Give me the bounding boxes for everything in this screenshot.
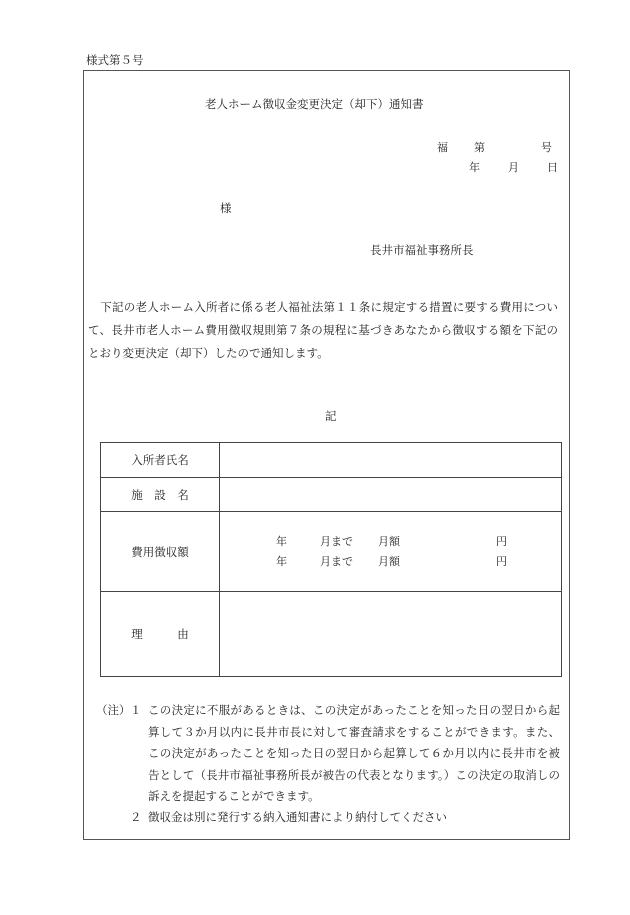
- fee-amount-value: [220, 512, 562, 592]
- reason-label: 理 由: [101, 592, 220, 677]
- doc-number-middle: 第: [474, 141, 485, 154]
- fee-line: 年 月まで 月額 円: [276, 554, 507, 568]
- document-date: [469, 159, 558, 175]
- details-table: [100, 442, 562, 677]
- reason-value: [220, 592, 562, 677]
- ki-heading: 記: [325, 409, 337, 423]
- facility-name-label: 施 設 名: [101, 478, 220, 512]
- date-day: 日: [547, 161, 558, 174]
- notes-prefix: （注）: [96, 703, 131, 717]
- document-title: 老人ホーム徴収金変更決定（却下）通知書: [205, 97, 424, 111]
- note-text: この決定に不服があるときは、この決定があったことを知った日の翌日から起算して３か月以内に長井市長に対して審査請求をすることができます。また、この決定があったことを知った日の翌日から起算して６か月以内に長井市を被告として（長井市福祉事務所長が被告の代表となります。）この決定の取消しの訴えを提起することができます。: [148, 703, 560, 803]
- doc-number-prefix: 福: [437, 141, 448, 154]
- note-text: 徴収金は別に発行する納入通知書により納付してください: [148, 810, 447, 824]
- addressee: 様: [220, 201, 232, 215]
- body-text: [88, 296, 558, 365]
- doc-number-suffix: 号: [541, 141, 552, 154]
- form-number: 様式第５号: [86, 53, 144, 67]
- body-paragraph: 下記の老人ホーム入所者に係る老人福祉法第１１条に規定する措置に要する費用について、長井市老人ホーム費用徴収規則第７条の規程に基づきあなたから徴収する額を下記のとおり変更決定（却下）したので通知します。: [88, 300, 558, 360]
- table-row: [101, 512, 562, 592]
- facility-name-value: [220, 478, 562, 512]
- date-year: 年: [469, 161, 480, 174]
- fee-amount-label: 費用徴収額: [101, 512, 220, 592]
- resident-name-value: [220, 443, 562, 478]
- sender-name: 長井市福祉事務所長: [370, 243, 474, 257]
- note-number: ２: [130, 810, 142, 824]
- table-row: [101, 592, 562, 677]
- table-row: [101, 478, 562, 512]
- table-row: [101, 443, 562, 478]
- resident-name-label: 入所者氏名: [101, 443, 220, 478]
- notes: [96, 700, 566, 830]
- date-month: 月: [508, 161, 519, 174]
- document-number: [437, 139, 552, 155]
- note-number: １: [130, 703, 142, 717]
- fee-line: 年 月まで 月額 円: [276, 534, 507, 548]
